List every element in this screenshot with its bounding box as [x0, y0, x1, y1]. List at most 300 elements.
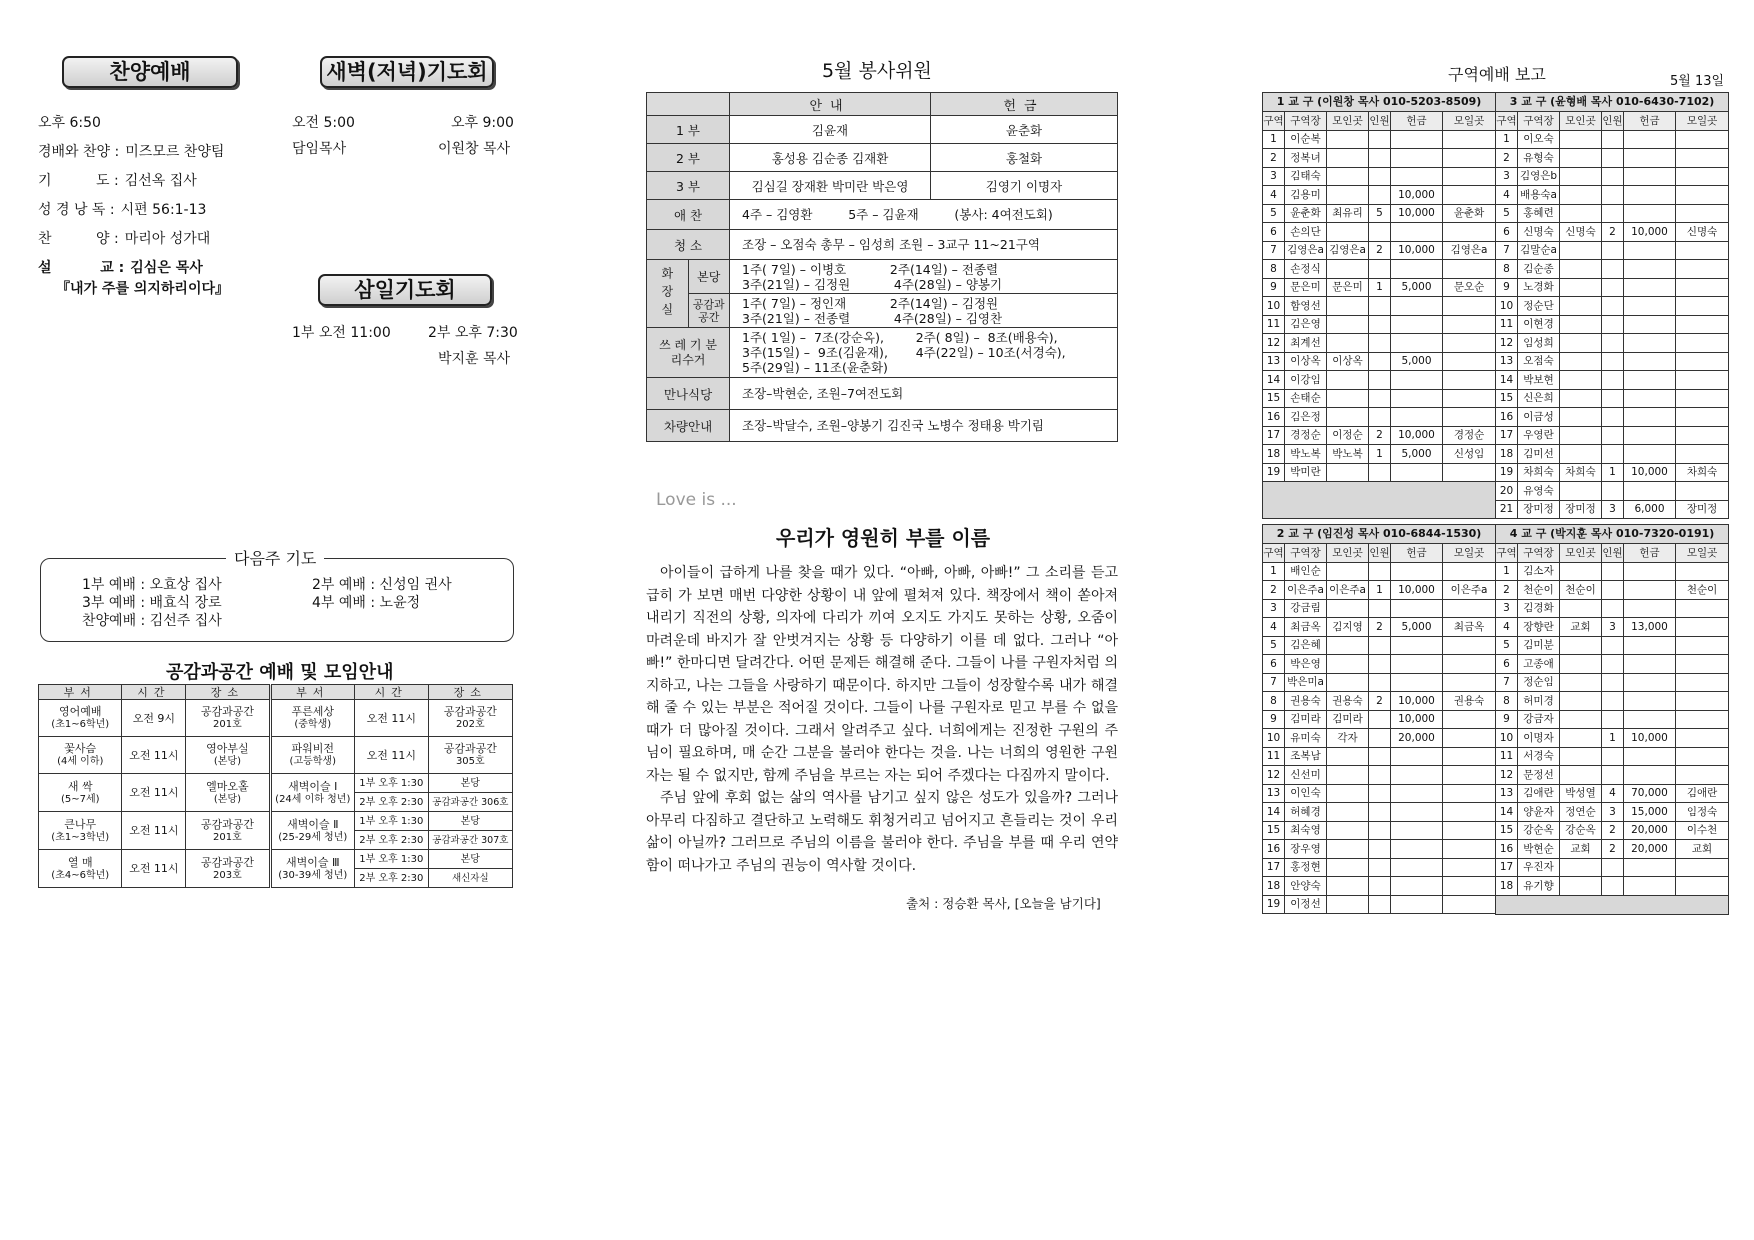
district-cell	[1602, 297, 1624, 316]
district-row	[1496, 482, 1729, 501]
district-cell	[1676, 389, 1729, 408]
district-cell: 6,000	[1624, 500, 1676, 519]
district-cell	[1369, 315, 1391, 334]
district-cell: 7	[1496, 673, 1518, 692]
district-cell	[1391, 895, 1443, 914]
district-cell: 배인순	[1285, 562, 1327, 581]
cell-subtext: (본당)	[213, 793, 241, 805]
cell-subtext: (25-29세 청년)	[278, 831, 348, 843]
district-cell	[1560, 655, 1602, 674]
district-cell: 13	[1496, 784, 1518, 803]
district-cell	[1624, 692, 1676, 711]
column-header: 모인곳	[1560, 544, 1602, 563]
district-cell	[1624, 260, 1676, 279]
district-row	[1496, 747, 1729, 766]
district-cell	[1391, 673, 1443, 692]
district-cell: 10	[1496, 297, 1518, 316]
district-cell: 교회	[1560, 840, 1602, 859]
district-cell	[1602, 877, 1624, 896]
district-cell: 박보현	[1518, 371, 1560, 390]
district-cell	[1443, 858, 1496, 877]
district-cell	[1560, 710, 1602, 729]
district-cell	[1327, 895, 1369, 914]
district-cell: 1	[1369, 581, 1391, 600]
district-cell: 17	[1263, 426, 1285, 445]
district-cell	[1602, 710, 1624, 729]
district-cell	[1676, 149, 1729, 168]
district-row	[1496, 673, 1729, 692]
volunteer-row	[647, 172, 1118, 200]
district-cell	[1391, 766, 1443, 785]
district-cell: 배용숙a	[1518, 186, 1560, 205]
column-header: 구역장	[1518, 544, 1560, 563]
district-cell: 2	[1496, 149, 1518, 168]
column-header: 구역장	[1285, 112, 1327, 131]
district-cell: 8	[1263, 260, 1285, 279]
district-cell	[1391, 130, 1443, 149]
cell-text: 공감과공간 306호	[432, 796, 509, 808]
next-prayer-item: 2부 예배 : 신성임 권사	[312, 577, 452, 593]
district-cell: 15	[1263, 389, 1285, 408]
district-cell: 7	[1263, 673, 1285, 692]
choir-row	[647, 200, 1118, 230]
district-cell: 10	[1263, 297, 1285, 316]
district-row	[1496, 241, 1729, 260]
district-cell: 18	[1263, 445, 1285, 464]
district-cell	[1443, 636, 1496, 655]
cell-subtext: 202호	[455, 719, 485, 730]
district-row	[1496, 877, 1729, 896]
district-cell	[1602, 636, 1624, 655]
district-row	[1263, 581, 1496, 600]
district-cell	[1443, 352, 1496, 371]
district-cell: 김경화	[1518, 599, 1560, 618]
dept-cell	[270, 737, 354, 774]
district-cell	[1602, 482, 1624, 501]
district-cell: 4	[1496, 618, 1518, 637]
district-row	[1496, 784, 1729, 803]
district-cell	[1624, 167, 1676, 186]
district-cell	[1327, 562, 1369, 581]
district-cell: 강금림	[1285, 599, 1327, 618]
district-cell	[1369, 821, 1391, 840]
district-cell	[1327, 334, 1369, 353]
district-row	[1496, 352, 1729, 371]
district-row	[1263, 877, 1496, 896]
district-row	[1496, 821, 1729, 840]
meeting-row	[39, 774, 513, 793]
cell-text: 공감과공간	[200, 705, 254, 718]
district-cell: 김영은b	[1518, 167, 1560, 186]
district-cell: 김소자	[1518, 562, 1560, 581]
meal-row	[647, 378, 1118, 410]
district-cell: 박노복	[1285, 445, 1327, 464]
district-cell: 2	[1369, 618, 1391, 637]
district-cell: 신명숙	[1560, 223, 1602, 242]
district-cell	[1602, 655, 1624, 674]
district-cell	[1391, 371, 1443, 390]
district-cell	[1327, 408, 1369, 427]
district-cell: 권용숙	[1285, 692, 1327, 711]
district-cell	[1624, 482, 1676, 501]
district-cell	[1560, 599, 1602, 618]
district-cell	[1443, 389, 1496, 408]
district-cell	[1327, 149, 1369, 168]
district-cell	[1369, 186, 1391, 205]
district-cell: 유미숙	[1285, 729, 1327, 748]
volunteer-row	[647, 116, 1118, 144]
district-row	[1263, 655, 1496, 674]
column-header: 인원	[1369, 112, 1391, 131]
district-cell	[1327, 223, 1369, 242]
district-cell	[1624, 278, 1676, 297]
district-cell	[1369, 408, 1391, 427]
district-title-row	[1263, 93, 1496, 112]
next-prayer-item: 4부 예배 : 노윤정	[312, 595, 421, 611]
time-cell	[122, 700, 186, 737]
district-cell: 각자	[1327, 729, 1369, 748]
district-cell	[1369, 803, 1391, 822]
place-cell	[186, 737, 270, 774]
district-cell: 5	[1263, 636, 1285, 655]
district-cell	[1560, 858, 1602, 877]
row-label: 2 부	[647, 144, 730, 172]
meeting-title: 공감과공간 예배 및 모임안내	[166, 662, 394, 683]
district-cell: 정복녀	[1285, 149, 1327, 168]
district-cell	[1369, 784, 1391, 803]
district-cell: 10,000	[1391, 186, 1443, 205]
cell-subtext: (30-39세 청년)	[278, 869, 348, 881]
offering-cell: 윤춘화	[931, 116, 1118, 144]
district-cell	[1560, 673, 1602, 692]
district-cell	[1602, 858, 1624, 877]
district-cell	[1624, 186, 1676, 205]
schedule-line: 1주( 7일) – 이병호 2주(14일) – 전종렬	[742, 261, 999, 277]
district-cell	[1560, 692, 1602, 711]
district-cell: 13	[1496, 352, 1518, 371]
district-cell	[1602, 260, 1624, 279]
district-cell	[1369, 562, 1391, 581]
district-row	[1263, 840, 1496, 859]
volunteer-title: 5월 봉사위원	[822, 60, 932, 82]
district-row	[1263, 858, 1496, 877]
district-cell	[1443, 297, 1496, 316]
district-cell: 권용숙	[1327, 692, 1369, 711]
district-row	[1263, 352, 1496, 371]
district-cell: 최금옥	[1443, 618, 1496, 637]
district-row	[1496, 710, 1729, 729]
time-cell	[122, 812, 186, 850]
praise-service-item	[38, 228, 210, 248]
district-row	[1263, 463, 1496, 482]
district-cell: 9	[1263, 710, 1285, 729]
district-cell	[1327, 858, 1369, 877]
district-row	[1263, 149, 1496, 168]
district-row	[1263, 692, 1496, 711]
column-header: 구역장	[1518, 112, 1560, 131]
volunteer-table	[646, 92, 1118, 442]
district-cell	[1676, 673, 1729, 692]
time-cell	[354, 869, 428, 888]
district-cell: 2	[1369, 241, 1391, 260]
district-cell: 19	[1263, 895, 1285, 914]
district-cell: 2	[1496, 581, 1518, 600]
cell-text: 열 매	[67, 855, 93, 869]
meeting-header: 시간	[354, 685, 428, 700]
district-cell	[1560, 352, 1602, 371]
district-table-1	[1262, 92, 1496, 519]
district-cell: 5,000	[1391, 278, 1443, 297]
district-cell: 고종애	[1518, 655, 1560, 674]
column-header: 모일곳	[1676, 544, 1729, 563]
choir-text: 4주 – 김영환 5주 – 김윤재 (봉사: 4여전도회)	[730, 200, 1118, 230]
district-cell	[1443, 895, 1496, 914]
district-row	[1496, 130, 1729, 149]
district-cell	[1443, 803, 1496, 822]
district-row	[1496, 766, 1729, 785]
car-text: 조장–박달수, 조원–양봉기 김진국 노병수 정태용 박기림	[730, 410, 1118, 442]
district-cell	[1391, 408, 1443, 427]
cell-text: 1부 오후 1:30	[359, 815, 424, 827]
header-guide: 안내	[730, 93, 931, 116]
time-cell	[354, 700, 428, 737]
district-row	[1496, 389, 1729, 408]
district-cell	[1602, 315, 1624, 334]
district-cell	[1369, 673, 1391, 692]
wed-pastor: 박지훈 목사	[438, 351, 511, 367]
district-cell: 강순옥	[1518, 821, 1560, 840]
wed-time-2: 2부 오후 7:30	[428, 325, 518, 341]
district-cell	[1391, 334, 1443, 353]
district-cell: 차희숙	[1676, 463, 1729, 482]
district-cell: 강금자	[1518, 710, 1560, 729]
place-cell	[428, 793, 512, 812]
district-cell: 김은혜	[1285, 636, 1327, 655]
district-row	[1496, 167, 1729, 186]
district-cell: 신은희	[1518, 389, 1560, 408]
district-row	[1496, 562, 1729, 581]
district-cell: 3	[1496, 167, 1518, 186]
district-cell	[1676, 445, 1729, 464]
dept-cell	[270, 700, 354, 737]
volunteer-header-row	[647, 93, 1118, 116]
article-paragraph: 주님 앞에 후회 없는 삶의 역사를 남기고 싶지 않은 성도가 있을까? 그러나 아무리 다짐하고 결단하고 노력해도 휘청거리고 넘어지고 흔들리는 것이 우리 삶이 아닐까? 그러므로 주님의 이름을 불러야 한다. 주님을 부를 때 우리 연약함이 떠나가고 주님의 권능이 역사할 것이다.	[646, 790, 1118, 874]
district-cell	[1602, 278, 1624, 297]
meeting-header: 장소	[186, 685, 270, 700]
district-cell	[1560, 877, 1602, 896]
district-cell	[1443, 223, 1496, 242]
cell-text: 오전 11시	[366, 748, 416, 762]
district-cell	[1391, 599, 1443, 618]
district-cell	[1327, 766, 1369, 785]
column-header: 헌금	[1391, 544, 1443, 563]
district-cell: 박미란	[1285, 463, 1327, 482]
district-cell	[1676, 858, 1729, 877]
district-cell: 8	[1496, 692, 1518, 711]
cell-text: 새신자실	[451, 872, 489, 884]
district-cell: 차희숙	[1560, 463, 1602, 482]
district-cell	[1443, 167, 1496, 186]
district-cell	[1391, 655, 1443, 674]
district-cell: 3	[1602, 803, 1624, 822]
district-cell	[1327, 840, 1369, 859]
cell-text: 오전 11시	[366, 711, 416, 725]
district-cell	[1624, 149, 1676, 168]
district-cell: 윤춘화	[1285, 204, 1327, 223]
district-cell	[1327, 747, 1369, 766]
praise-service-item	[38, 257, 203, 277]
district-cell: 1	[1496, 562, 1518, 581]
district-cell: 16	[1263, 840, 1285, 859]
district-column-row	[1263, 112, 1496, 131]
district-cell	[1369, 260, 1391, 279]
district-cell: 양윤자	[1518, 803, 1560, 822]
district-cell	[1369, 599, 1391, 618]
district-cell: 15	[1496, 389, 1518, 408]
next-prayer-item: 3부 예배 : 배효식 장로	[82, 595, 222, 611]
district-cell	[1624, 352, 1676, 371]
district-cell: 김순종	[1518, 260, 1560, 279]
district-cell: 8	[1263, 692, 1285, 711]
district-row	[1263, 334, 1496, 353]
district-row	[1496, 223, 1729, 242]
column-header: 모인곳	[1327, 544, 1369, 563]
article-body	[646, 562, 1118, 877]
district-cell	[1369, 729, 1391, 748]
cell-text: 영어예배	[58, 705, 102, 718]
district-cell	[1391, 858, 1443, 877]
offering-cell: 김영기 이명자	[931, 172, 1118, 200]
district-cell: 11	[1263, 747, 1285, 766]
cell-text: 2부 오후 2:30	[359, 834, 424, 846]
district-cell: 9	[1496, 710, 1518, 729]
district-cell: 우영란	[1518, 426, 1560, 445]
district-cell: 5,000	[1391, 445, 1443, 464]
district-cell	[1327, 260, 1369, 279]
filler-cell	[1496, 895, 1729, 914]
district-cell: 이상옥	[1327, 352, 1369, 371]
district-cell: 손태순	[1285, 389, 1327, 408]
district-cell: 19	[1263, 463, 1285, 482]
district-cell: 11	[1263, 315, 1285, 334]
district-cell	[1443, 149, 1496, 168]
district-row	[1263, 260, 1496, 279]
district-cell: 12	[1263, 766, 1285, 785]
clean-row	[647, 230, 1118, 260]
district-cell: 장미정	[1676, 500, 1729, 519]
district-row	[1263, 223, 1496, 242]
district-cell	[1443, 371, 1496, 390]
meeting-header-row	[39, 685, 513, 700]
district-cell: 10	[1496, 729, 1518, 748]
district-cell: 이정순	[1327, 426, 1369, 445]
district-cell: 서경숙	[1518, 747, 1560, 766]
district-cell	[1327, 655, 1369, 674]
district-cell	[1676, 655, 1729, 674]
trash-row	[647, 328, 1118, 378]
cell-text: 엘마오홀	[206, 779, 249, 793]
district-cell: 11	[1496, 747, 1518, 766]
time-cell	[354, 774, 428, 793]
district-cell	[1560, 426, 1602, 445]
district-cell: 12	[1263, 334, 1285, 353]
district-cell: 이인숙	[1285, 784, 1327, 803]
praise-item-value: 김선옥 집사	[124, 173, 197, 189]
district-row	[1263, 784, 1496, 803]
district-cell: 17	[1263, 858, 1285, 877]
district-cell	[1369, 747, 1391, 766]
meeting-table	[38, 684, 513, 888]
cell-subtext: (초1~3학년)	[51, 831, 110, 843]
volunteer-row	[647, 144, 1118, 172]
schedule-line: 3주(21일) – 김정원 4주(28일) – 양봉기	[742, 276, 1003, 292]
district-row	[1263, 167, 1496, 186]
place-cell	[428, 850, 512, 869]
district-cell: 10	[1263, 729, 1285, 748]
district-cell: 경정순	[1285, 426, 1327, 445]
district-cell	[1624, 766, 1676, 785]
time-cell	[354, 831, 428, 850]
dept-cell	[270, 774, 354, 812]
district-cell	[1602, 581, 1624, 600]
district-cell: 유영숙	[1518, 482, 1560, 501]
district-cell	[1676, 747, 1729, 766]
district-cell	[1602, 766, 1624, 785]
district-cell	[1676, 130, 1729, 149]
district-row	[1496, 204, 1729, 223]
district-cell	[1624, 673, 1676, 692]
district-cell	[1624, 371, 1676, 390]
cell-text: 공감과공간 307호	[432, 834, 509, 846]
district-cell: 2	[1602, 223, 1624, 242]
district-cell	[1676, 766, 1729, 785]
district-cell: 문오순	[1443, 278, 1496, 297]
cell-text: 영아부실	[206, 742, 249, 755]
column-header: 모일곳	[1676, 112, 1729, 131]
district-cell: 1	[1263, 130, 1285, 149]
next-prayer-item: 1부 예배 : 오효상 집사	[82, 577, 222, 593]
district-cell	[1443, 784, 1496, 803]
district-cell: 3	[1602, 500, 1624, 519]
district-cell	[1560, 729, 1602, 748]
district-row	[1263, 186, 1496, 205]
district-row	[1263, 445, 1496, 464]
district-cell	[1624, 599, 1676, 618]
time-cell	[354, 737, 428, 774]
schedule-line: 3주(15일) – 9조(김윤재), 4주(22일) – 10조(서경숙),	[742, 345, 1066, 360]
district-cell	[1443, 562, 1496, 581]
district-cell	[1369, 858, 1391, 877]
district-cell: 손의단	[1285, 223, 1327, 242]
praise-item-value: 마리아 성가대	[124, 231, 211, 247]
district-cell	[1327, 463, 1369, 482]
cell-subtext: 305호	[455, 756, 485, 767]
place-cell	[186, 774, 270, 812]
district-row	[1496, 692, 1729, 711]
district-cell: 15,000	[1624, 803, 1676, 822]
district-cell: 20,000	[1624, 840, 1676, 859]
district-cell: 17	[1496, 426, 1518, 445]
district-cell	[1443, 186, 1496, 205]
district-cell	[1391, 389, 1443, 408]
district-cell: 5,000	[1391, 618, 1443, 637]
district-cell: 4	[1263, 186, 1285, 205]
district-cell	[1602, 562, 1624, 581]
district-row	[1263, 747, 1496, 766]
district-cell: 김미분	[1518, 636, 1560, 655]
district-cell: 최계선	[1285, 334, 1327, 353]
restroom-main-text	[730, 260, 1118, 294]
